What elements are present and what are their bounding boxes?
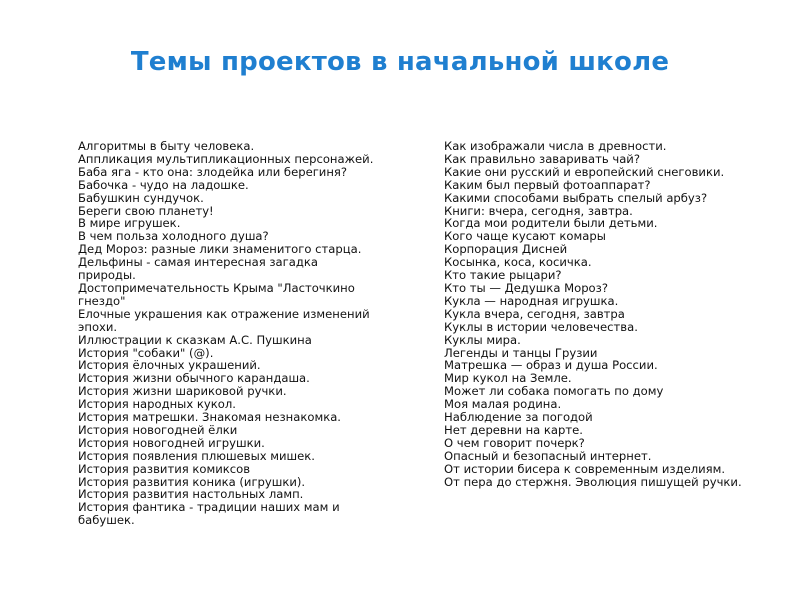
topic-item: Дед Мороз: разные лики знаменитого старца.	[78, 242, 362, 257]
topic-item: Матрешка — образ и душа России.	[444, 358, 658, 373]
topic-item: Наблюдение за погодой	[444, 410, 593, 425]
topic-item: История развития коника (игрушки).	[78, 474, 306, 489]
topic-item: Алгоритмы в быту человека.	[78, 139, 255, 153]
topic-item: Аппликация мультипликационных персонажей.	[78, 151, 374, 166]
topic-item: Кукла вчера, сегодня, завтра	[444, 306, 625, 321]
topic-item: Куклы в истории человечества.	[444, 319, 638, 334]
topic-item: Баба яга - кто она: злодейка или берегиня?	[78, 164, 348, 179]
topic-item: История развития комиксов	[78, 461, 251, 476]
topic-item: Корпорация Дисней	[444, 242, 568, 257]
topic-item: История новогодней игрушки.	[78, 435, 265, 450]
topic-item: Дельфины - самая интересная загадка природы.	[78, 255, 318, 283]
topic-item: Легенды и танцы Грузии	[444, 345, 598, 360]
topic-item: Какие они русский и европейский снеговики.	[444, 164, 725, 179]
topic-item: История жизни обычного карандаша.	[78, 371, 310, 386]
topic-item: Кто ты — Дедушка Мороз?	[444, 280, 608, 295]
topic-item: История появления плюшевых мишек.	[78, 448, 315, 463]
topic-item: История ёлочных украшений.	[78, 358, 261, 373]
topic-item: История народных кукол.	[78, 397, 236, 412]
topic-item: Иллюстрации к сказкам А.С. Пушкина	[78, 332, 312, 347]
topic-item: История фантика - традиции наших мам и бабушек.	[78, 500, 340, 528]
topics-list-left	[78, 140, 378, 527]
topic-item: Куклы мира.	[444, 332, 521, 347]
topic-item: История новогодней ёлки	[78, 422, 238, 437]
topic-item: Косынка, коса, косичка.	[444, 255, 592, 270]
topic-item: О чем говорит почерк?	[444, 435, 585, 450]
page-title: Темы проектов в начальной школе	[130, 47, 670, 78]
topic-item: Мир кукол на Земле.	[444, 371, 572, 386]
topic-item: Может ли собака помогать по дому	[444, 384, 664, 399]
topic-item: Бабушкин сундучок.	[78, 190, 204, 205]
topic-item: Как правильно заваривать чай?	[444, 151, 640, 166]
topic-item: От пера до стержня. Эволюция пишущей ручки.	[444, 474, 742, 489]
topic-item: Какими способами выбрать спелый арбуз?	[444, 190, 708, 205]
topic-item: В мире игрушек.	[78, 216, 181, 231]
topic-item: Моя малая родина.	[444, 397, 562, 412]
topic-item: История жизни шариковой ручки.	[78, 384, 287, 399]
topic-item: Бабочка - чудо на ладошке.	[78, 177, 249, 192]
topic-item: Нет деревни на карте.	[444, 422, 583, 437]
topic-item: Каким был первый фотоаппарат?	[444, 177, 651, 192]
topic-item: Кого чаще кусают комары	[444, 229, 606, 244]
topic-item: Достопримечательность Крыма "Ласточкино гнездо"	[78, 280, 355, 308]
topics-list-right	[444, 140, 774, 488]
topic-item: Кукла — народная игрушка.	[444, 293, 619, 308]
topic-item: От истории бисера к современным изделиям.	[444, 461, 726, 476]
topic-item: В чем польза холодного душа?	[78, 229, 269, 244]
topic-item: История "собаки" (@).	[78, 345, 214, 360]
topic-item: Опасный и безопасный интернет.	[444, 448, 652, 463]
topic-item: Как изображали числа в древности.	[444, 139, 667, 153]
topic-item: Кто такие рыцари?	[444, 268, 562, 283]
topic-item: Елочные украшения как отражение изменений эпохи.	[78, 306, 370, 334]
topic-item: История матрешки. Знакомая незнакомка.	[78, 410, 341, 425]
topic-item: История развития настольных ламп.	[78, 487, 304, 502]
topic-item: Книги: вчера, сегодня, завтра.	[444, 203, 633, 218]
topic-item: Береги свою планету!	[78, 203, 214, 218]
topic-item: Когда мои родители были детьми.	[444, 216, 658, 231]
